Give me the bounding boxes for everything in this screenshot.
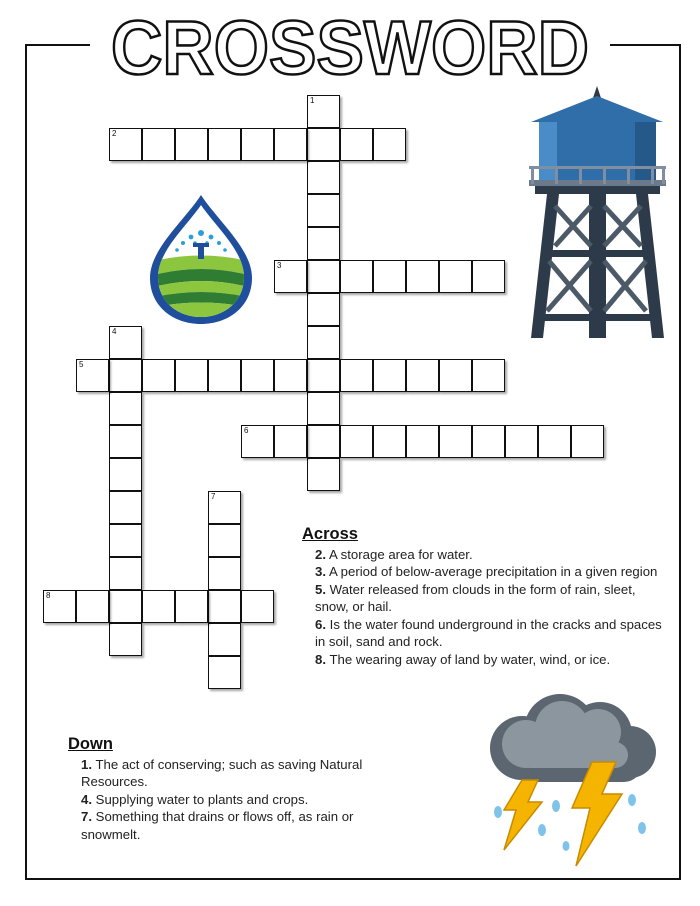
grid-cell[interactable] xyxy=(307,194,340,227)
grid-cell[interactable] xyxy=(472,359,505,392)
clue-across-2: 2. A storage area for water. xyxy=(315,546,473,562)
grid-cell[interactable] xyxy=(109,425,142,458)
grid-cell[interactable] xyxy=(373,425,406,458)
grid-cell[interactable] xyxy=(373,128,406,161)
grid-cell[interactable] xyxy=(307,227,340,260)
down-clues xyxy=(68,736,413,843)
grid-cell[interactable] xyxy=(307,326,340,359)
grid-cell[interactable] xyxy=(274,128,307,161)
grid-cell[interactable] xyxy=(274,359,307,392)
clue-down-4: 4. Supplying water to plants and crops. xyxy=(81,791,309,807)
clue-across-8: 8. The wearing away of land by water, wind, or ice. xyxy=(315,651,611,667)
grid-cell[interactable] xyxy=(373,260,406,293)
clue-number: 4 xyxy=(112,327,117,336)
grid-cell[interactable] xyxy=(109,623,142,656)
across-clues xyxy=(302,526,662,668)
down-heading: Down xyxy=(68,735,113,753)
clue-number: 7 xyxy=(211,492,216,501)
clue-down-7: 7. Something that drains or flows off, as rain or snowmelt. xyxy=(81,809,354,842)
grid-cell[interactable] xyxy=(406,260,439,293)
grid-cell[interactable] xyxy=(208,491,241,524)
grid-cell[interactable] xyxy=(307,161,340,194)
grid-cell[interactable] xyxy=(142,590,175,623)
grid-cell[interactable] xyxy=(241,590,274,623)
grid-cell[interactable] xyxy=(307,95,340,128)
grid-cell[interactable] xyxy=(571,425,604,458)
grid-cell[interactable] xyxy=(274,425,307,458)
grid-cell[interactable] xyxy=(307,392,340,425)
grid-cell[interactable] xyxy=(208,557,241,590)
grid-cell[interactable] xyxy=(175,128,208,161)
grid-cell[interactable] xyxy=(109,326,142,359)
grid-cell[interactable] xyxy=(340,128,373,161)
grid-cell[interactable] xyxy=(208,656,241,689)
grid-cell[interactable] xyxy=(109,557,142,590)
grid-cell[interactable] xyxy=(175,590,208,623)
across-heading: Across xyxy=(302,525,358,543)
grid-cell[interactable] xyxy=(274,260,307,293)
grid-cell[interactable] xyxy=(208,590,241,623)
grid-cell[interactable] xyxy=(109,359,142,392)
grid-cell[interactable] xyxy=(307,359,340,392)
grid-cell[interactable] xyxy=(538,425,571,458)
grid-cell[interactable] xyxy=(406,425,439,458)
clue-across-3: 3. A period of below-average precipitation in a given region xyxy=(315,564,658,579)
grid-cell[interactable] xyxy=(175,359,208,392)
clue-down-1: 1. The act of conserving; such as saving Natural Resources. xyxy=(81,756,363,789)
grid-cell[interactable] xyxy=(208,359,241,392)
clue-across-6: 6. Is the water found underground in the cracks and spaces in soil, sand and rock. xyxy=(315,616,662,649)
clue-number: 1 xyxy=(310,96,315,105)
grid-cell[interactable] xyxy=(307,260,340,293)
grid-cell[interactable] xyxy=(340,359,373,392)
grid-cell[interactable] xyxy=(439,260,472,293)
clue-number: 3 xyxy=(277,261,282,270)
water-drop-farm-logo xyxy=(146,193,256,330)
grid-cell[interactable] xyxy=(109,458,142,491)
grid-cell[interactable] xyxy=(505,425,538,458)
clue-across-5: 5. Water released from clouds in the form of rain, sleet, snow, or hail. xyxy=(315,581,636,614)
grid-cell[interactable] xyxy=(109,590,142,623)
grid-cell[interactable] xyxy=(76,359,109,392)
grid-cell[interactable] xyxy=(439,425,472,458)
grid-cell[interactable] xyxy=(142,359,175,392)
grid-cell[interactable] xyxy=(241,128,274,161)
grid-cell[interactable] xyxy=(241,425,274,458)
grid-cell[interactable] xyxy=(109,524,142,557)
grid-cell[interactable] xyxy=(208,524,241,557)
grid-cell[interactable] xyxy=(109,128,142,161)
grid-cell[interactable] xyxy=(373,359,406,392)
grid-cell[interactable] xyxy=(142,128,175,161)
clue-number: 8 xyxy=(46,591,51,600)
grid-cell[interactable] xyxy=(307,293,340,326)
grid-cell[interactable] xyxy=(340,260,373,293)
grid-cell[interactable] xyxy=(241,359,274,392)
grid-cell[interactable] xyxy=(472,260,505,293)
grid-cell[interactable] xyxy=(472,425,505,458)
grid-cell[interactable] xyxy=(208,623,241,656)
grid-cell[interactable] xyxy=(109,491,142,524)
grid-cell[interactable] xyxy=(43,590,76,623)
water-tower-illustration xyxy=(525,86,670,346)
grid-cell[interactable] xyxy=(406,359,439,392)
grid-cell[interactable] xyxy=(439,359,472,392)
title-text: CROSSWORD xyxy=(111,6,589,86)
grid-cell[interactable] xyxy=(307,128,340,161)
clue-number: 2 xyxy=(112,129,117,138)
clue-number: 5 xyxy=(79,360,84,369)
grid-cell[interactable] xyxy=(340,425,373,458)
grid-cell[interactable] xyxy=(307,425,340,458)
grid-cell[interactable] xyxy=(307,458,340,491)
grid-cell[interactable] xyxy=(208,128,241,161)
storm-cloud-lightning-illustration xyxy=(482,690,662,875)
grid-cell[interactable] xyxy=(109,392,142,425)
clue-number: 6 xyxy=(244,426,249,435)
page-title xyxy=(90,2,610,86)
grid-cell[interactable] xyxy=(76,590,109,623)
